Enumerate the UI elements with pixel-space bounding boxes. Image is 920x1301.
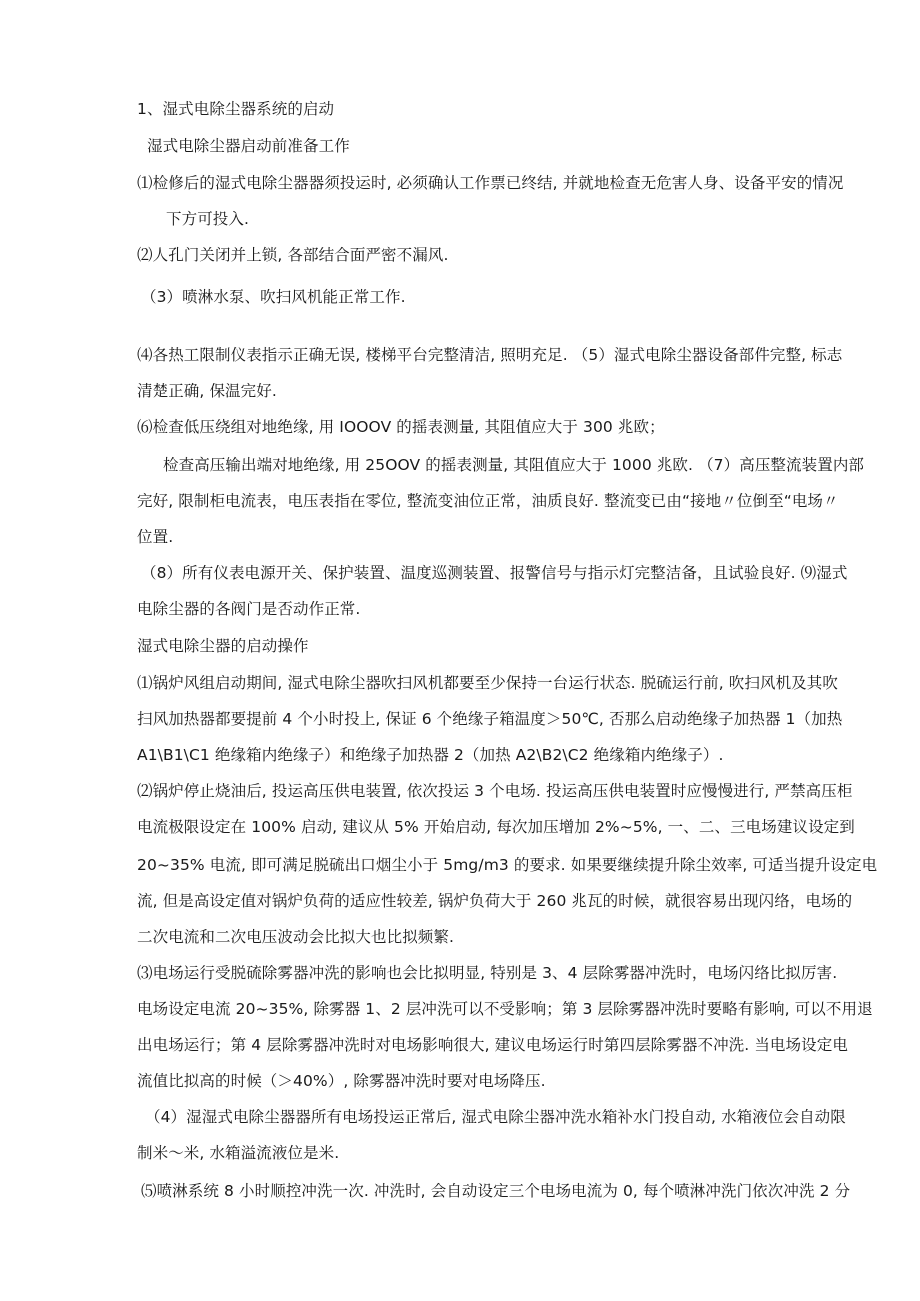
paragraph-line: （3）喷淋水泵、吹扫风机能正常工作.: [141, 288, 406, 306]
paragraph-line: ⑵人孔门关闭并上锁, 各部结合面严密不漏风.: [137, 246, 449, 264]
paragraph-line: 出电场运行；第 4 层除雾器冲洗时对电场影响很大, 建议电场运行时第四层除雾器不冲洗. 当电场设定电: [137, 1036, 848, 1054]
paragraph-line: 位置.: [137, 528, 174, 546]
paragraph-line: 电流极限设定在 100% 启动, 建议从 5% 开始启动, 每次加压增加 2%~5%, 一、二、三电场建议设定到: [137, 818, 855, 836]
paragraph-line: 完好, 限制柜电流表，电压表指在零位, 整流变油位正常，油质良好. 整流变已由“接地〃位倒至“电场〃: [137, 492, 839, 510]
paragraph-line: 流, 但是高设定值对锅炉负荷的适应性较差, 锅炉负荷大于 260 兆瓦的时候，就很容易出现闪络，电场的: [137, 892, 853, 910]
paragraph-line: 电除尘器的各阀门是否动作正常.: [137, 600, 361, 618]
paragraph-line: 扫风加热器都要提前 4 个小时投上, 保证 6 个绝缘子箱温度＞50℃, 否那么启动绝缘子加热器 1（加热: [137, 710, 843, 728]
paragraph-line: 下方可投入.: [166, 210, 250, 228]
paragraph-line: ⑷各热工限制仪表指示正确无误, 楼梯平台完整清洁, 照明充足. （5）湿式电除尘器设备部件完整, 标志: [137, 346, 843, 364]
paragraph-line: 20~35% 电流, 即可满足脱硫出口烟尘小于 5mg∕m3 的要求. 如果要继续提升除尘效率, 可适当提升设定电: [137, 856, 878, 874]
paragraph-line: ⑴检修后的湿式电除尘器器须投运时, 必须确认工作票已终结, 并就地检查无危害人身、设备平安的情况: [137, 174, 844, 192]
paragraph-line: 清楚正确, 保温完好.: [137, 382, 277, 400]
paragraph-line: ⑹检查低压绕组对地绝缘, 用 IOOOV 的摇表测量, 其阻值应大于 300 兆欧；: [137, 418, 665, 436]
paragraph-line: ⑸喷淋系统 8 小时顺控冲洗一次. 冲洗时, 会自动设定三个电场电流为 0, 每个喷淋冲洗门依次冲洗 2 分: [141, 1182, 851, 1200]
paragraph-line: A1\B1\C1 绝缘箱内绝缘子）和绝缘子加热器 2（加热 A2\B2\C2 绝缘箱内绝缘子）.: [137, 746, 724, 764]
paragraph-line: 二次电流和二次电压波动会比拟大也比拟频繁.: [137, 928, 455, 946]
subsection-heading: 湿式电除尘器启动前准备工作: [147, 137, 350, 155]
paragraph-line: ⑶电场运行受脱硫除雾器冲洗的影响也会比拟明显, 特别是 3、4 层除雾器冲洗时，电场闪络比拟厉害.: [137, 964, 838, 982]
paragraph-line: （4）湿湿式电除尘器器所有电场投运正常后, 湿式电除尘器冲洗水箱补水门投自动, 水箱液位会自动限: [145, 1108, 846, 1126]
paragraph-line: 检查高压输出端对地绝缘, 用 25OOV 的摇表测量, 其阻值应大于 1000 兆欧. （7）高压整流装置内部: [163, 456, 865, 474]
section-heading: 1、湿式电除尘器系统的启动: [137, 100, 335, 118]
paragraph-line: 电场设定电流 20~35%, 除雾器 1、2 层冲洗可以不受影响；第 3 层除雾器冲洗时要略有影响, 可以不用退: [137, 1000, 873, 1018]
paragraph-line: 流值比拟高的时候（＞40%）, 除雾器冲洗时要对电场降压.: [137, 1072, 546, 1090]
paragraph-line: （8）所有仪表电源开关、保护装置、温度巡测装置、报警信号与指示灯完整洁备，且试验良好. ⑼湿式: [141, 564, 848, 582]
paragraph-line: 制米～米, 水箱溢流液位是米.: [137, 1144, 340, 1162]
subsection-heading: 湿式电除尘器的启动操作: [137, 637, 309, 655]
paragraph-line: ⑵锅炉停止烧油后, 投运高压供电装置, 依次投运 3 个电场. 投运高压供电装置时应慢慢进行, 严禁高压柜: [137, 782, 853, 800]
paragraph-line: ⑴锅炉风组启动期间, 湿式电除尘器吹扫风机都要至少保持一台运行状态. 脱硫运行前, 吹扫风机及其吹: [137, 674, 838, 692]
